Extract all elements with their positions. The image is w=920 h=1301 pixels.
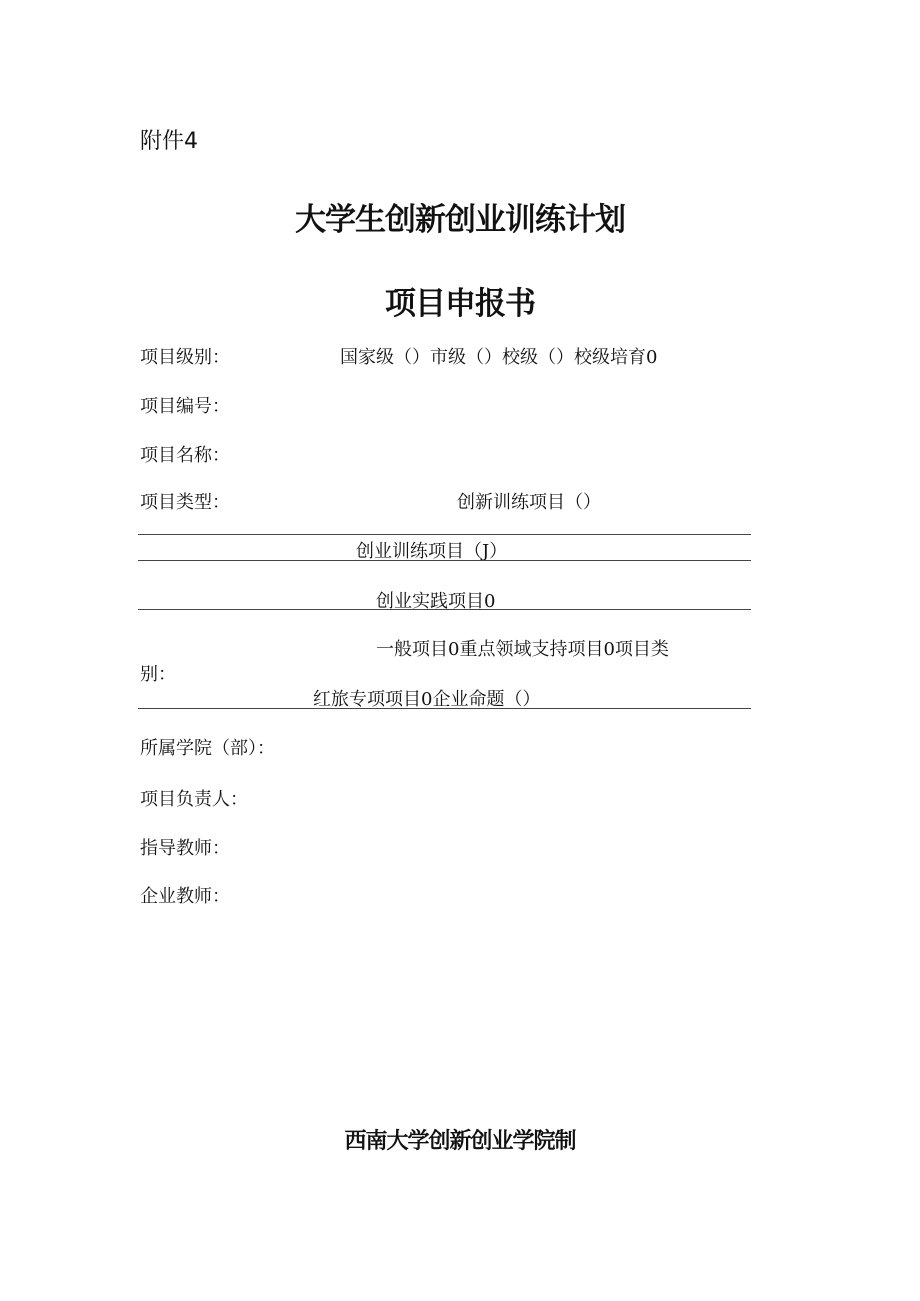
divider (138, 708, 751, 709)
document-title: 大学生创新创业训练计划 (295, 202, 625, 238)
project-level-options: 国家级（）市级（）校级（）校级培育0 (340, 347, 658, 368)
category-label: 别： (140, 664, 176, 685)
document-subtitle: 项目申报书 (385, 286, 535, 322)
advisor-label: 指导教师： (140, 838, 230, 859)
enterprise-advisor-label: 企业教师： (140, 886, 230, 907)
project-name-label: 项目名称： (140, 445, 230, 466)
project-number-label: 项目编号： (140, 396, 230, 417)
annex-label: 附件4 (140, 129, 198, 154)
category-options-line2: 红旅专项项目0企业命题（） (313, 689, 541, 710)
divider (138, 560, 751, 561)
issuer-footer: 西南大学创新创业学院制 (344, 1129, 576, 1154)
divider (138, 534, 751, 535)
divider (138, 609, 751, 610)
project-leader-label: 项目负责人： (140, 789, 248, 810)
type-option-innovation: 创新训练项目（） (457, 492, 601, 513)
category-options-line1: 一般项目0重点领域支持项目0项目类 (376, 639, 669, 660)
project-type-label: 项目类型： (140, 492, 230, 513)
college-label: 所属学院（部）： (140, 738, 275, 759)
type-option-entrepreneurship-training: 创业训练项目（J） (356, 541, 508, 562)
type-option-entrepreneurship-practice: 创业实践项目0 (376, 591, 496, 612)
project-level-label: 项目级别： (140, 347, 230, 368)
